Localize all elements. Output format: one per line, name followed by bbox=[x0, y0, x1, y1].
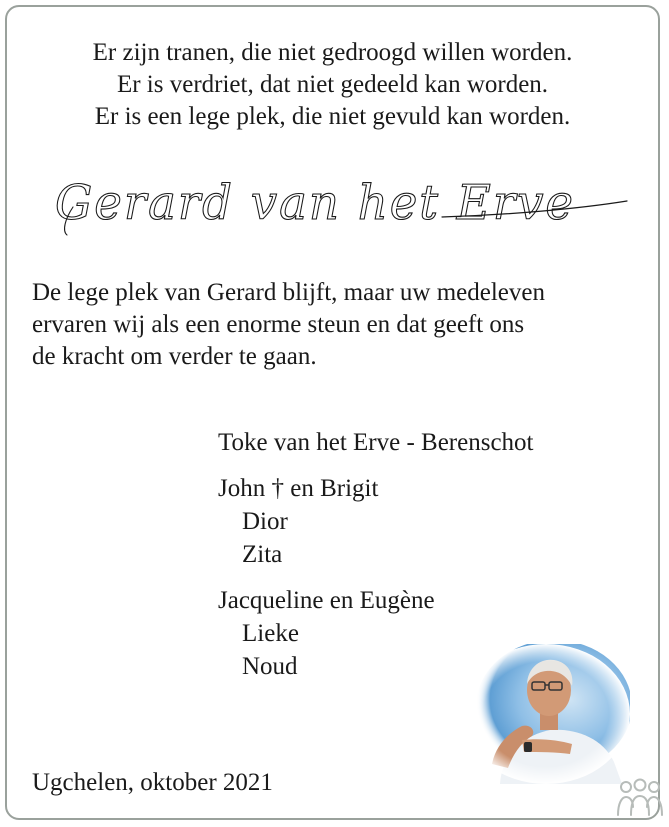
memorial-card bbox=[5, 5, 660, 820]
message-line-3: de kracht om verder te gaan. bbox=[32, 343, 317, 370]
family-group-2-parents: Jacqueline en Eugène bbox=[218, 587, 435, 614]
family-group-1-child-2: Zita bbox=[242, 541, 283, 568]
thank-you-message bbox=[32, 277, 642, 373]
family-group-2-child-1: Lieke bbox=[242, 620, 299, 647]
family-group-2-child-2: Noud bbox=[242, 653, 298, 680]
message-line-2: ervaren wij als een enorme steun en dat geeft ons bbox=[32, 311, 525, 338]
family-group-1-child-1: Dior bbox=[242, 508, 288, 535]
family-group-1-parents: John † en Brigit bbox=[218, 475, 379, 502]
deceased-name bbox=[47, 157, 637, 252]
people-group-icon bbox=[614, 777, 666, 819]
deceased-name-text: Gerard van het Erve bbox=[55, 175, 575, 231]
spouse-group bbox=[218, 426, 534, 459]
spouse-name: Toke van het Erve - Berenschot bbox=[218, 429, 534, 456]
message-line-1: De lege plek van Gerard blijft, maar uw medeleven bbox=[32, 279, 545, 306]
portrait-photo bbox=[462, 644, 630, 784]
poem bbox=[7, 37, 658, 133]
poem-line-3: Er is een lege plek, die niet gevuld kan worden. bbox=[94, 103, 571, 130]
family-group-1 bbox=[218, 472, 534, 571]
place-date: Ugchelen, oktober 2021 bbox=[32, 769, 273, 796]
poem-line-2: Er is verdriet, dat niet gedeeld kan worden. bbox=[116, 71, 549, 98]
poem-line-1: Er zijn tranen, die niet gedroogd willen worden. bbox=[92, 39, 573, 66]
